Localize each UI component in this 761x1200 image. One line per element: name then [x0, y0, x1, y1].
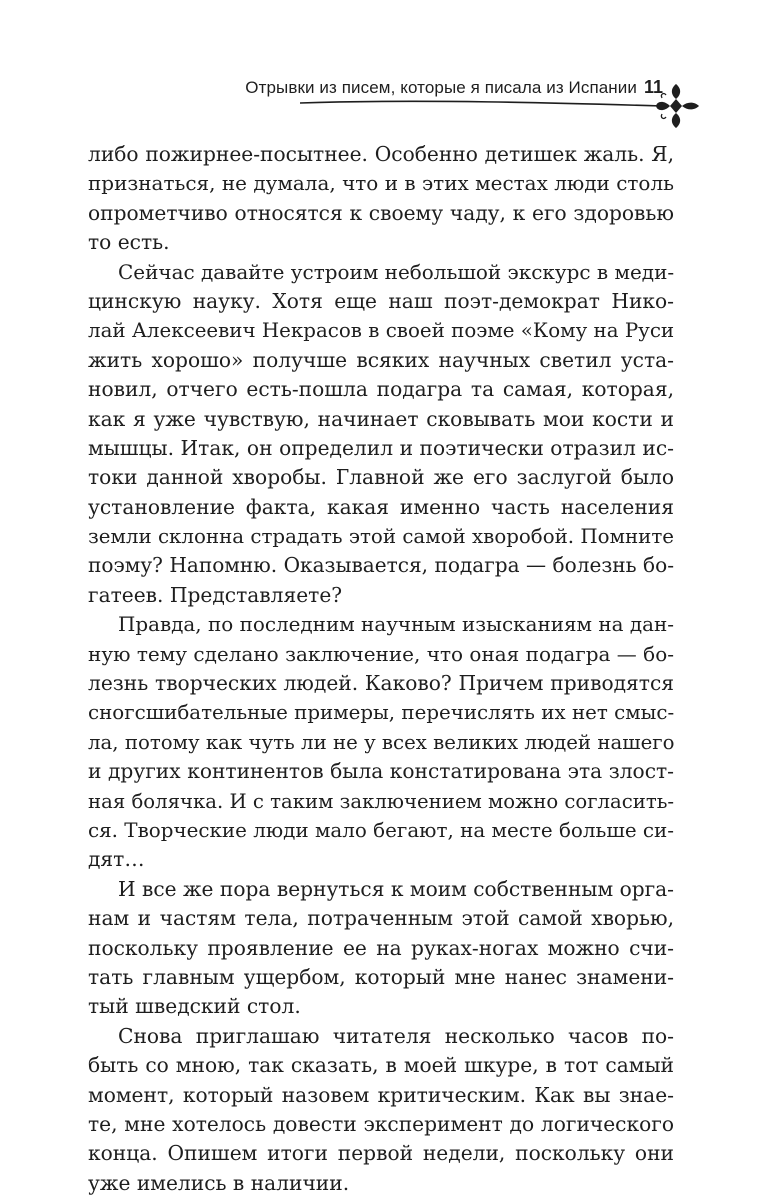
text-line: лай Алексеевич Некрасов в своей поэме «Кому на Руси: [88, 319, 675, 343]
header-rule: [300, 101, 662, 106]
text-line: жить хорошо» получше всяких научных светил уста-: [88, 347, 674, 372]
running-title: Отрывки из писем, которые я писала из Испании: [245, 78, 637, 97]
paragraph-first-line: И все же пора вернуться к моим собственным орга-: [118, 876, 674, 901]
text-line: ла, потому как чуть ли не у всех великих людей нашего: [88, 730, 675, 754]
ornament-curl-bottom: [661, 114, 666, 118]
text-line: опрометчиво относятся к своему чаду, к его здоровью: [88, 200, 674, 225]
text-line: нам и частям тела, потраченным этой самой хворью,: [88, 906, 674, 931]
text-line: уже имелись в наличии.: [88, 1170, 350, 1195]
page-body-text: [88, 140, 674, 1198]
text-line: то есть.: [88, 230, 170, 255]
text-line: поскольку проявление ее на руках-ногах можно счи-: [88, 935, 674, 960]
paragraph-first-line: Сейчас давайте устроим небольшой экскурс в меди-: [118, 259, 675, 284]
text-line: быть со мною, так сказать, в моей шкуре, в тот самый: [88, 1053, 674, 1078]
text-line: поэму? Напомню. Оказывается, подагра — болезнь бо-: [88, 553, 674, 578]
ornament-bottom-petal: [672, 113, 680, 128]
text-line: ся. Творческие люди мало бегают, на месте больше си-: [88, 818, 674, 842]
text-line: тый шведский стол.: [88, 994, 301, 1019]
text-line: сногсшибательные примеры, перечислять их нет смыс-: [88, 701, 675, 725]
text-line: лезнь творческих людей. Каково? Причем приводятся: [88, 671, 674, 696]
ornament-top-petal: [672, 84, 680, 99]
ornament-curl-top: [661, 94, 666, 98]
text-line: ная болячка. И с таким заключением можно согласить-: [88, 789, 675, 813]
text-line: как я уже чувствую, начинает сковывать мои кости и: [88, 406, 674, 431]
paragraph-first-line: Правда, по последним научным изысканиям на дан-: [118, 613, 674, 637]
text-line: тать главным ущербом, который мне нанес знамени-: [88, 964, 674, 989]
ornament-left-scroll: [656, 102, 670, 110]
text-line: дят…: [88, 847, 145, 872]
text-line: гатеев. Представляете?: [88, 582, 343, 607]
fleuron-icon: [0, 0, 761, 130]
ornament-right-leaf: [682, 103, 699, 110]
ornament-lozenge: [670, 99, 682, 113]
text-line: земли склонна страдать этой самой хворобой. Помните: [88, 525, 674, 549]
text-line: момент, который назовем критическим. Как вы знае-: [88, 1082, 674, 1107]
text-line: токи данной хворобы. Главной же его заслугой было: [88, 465, 674, 490]
text-line: конца. Опишем итоги первой недели, поскольку они: [88, 1141, 674, 1166]
text-line: установление факта, какая именно часть населения: [88, 494, 674, 519]
text-line: те, мне хотелось довести эксперимент до логического: [88, 1111, 674, 1136]
text-line: мышцы. Итак, он определил и поэтически отразил ис-: [88, 435, 674, 460]
paragraph-first-line: Снова приглашаю читателя несколько часов по-: [118, 1023, 674, 1048]
page-number: 11: [644, 77, 664, 97]
text-line: признаться, не думала, что и в этих местах люди столь: [88, 171, 674, 196]
text-line: ную тему сделано заключение, что оная подагра — бо-: [88, 641, 674, 666]
text-line: цинскую науку. Хотя еще наш поэт-демократ Нико-: [88, 288, 674, 313]
page-header: [0, 0, 761, 130]
text-line: либо пожирнее-посытнее. Особенно детишек жаль. Я,: [88, 142, 674, 166]
text-line: новил, отчего есть-пошла подагра та самая, которая,: [88, 377, 674, 402]
text-line: и других континентов была констатирована эта злост-: [88, 759, 674, 784]
